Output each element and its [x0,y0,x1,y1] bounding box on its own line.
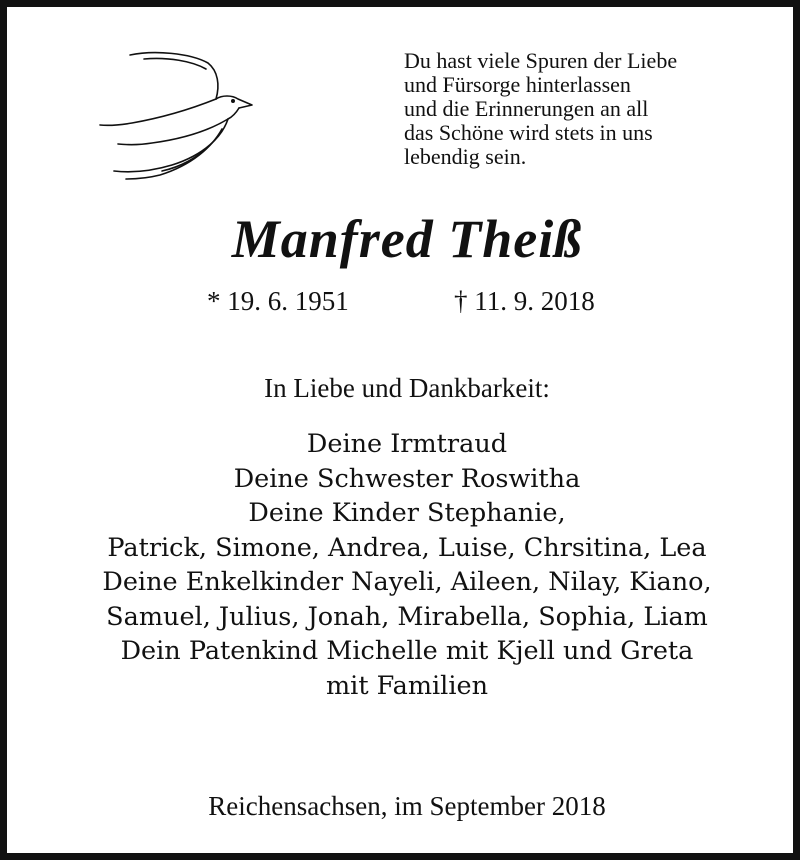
dove-icon [92,47,257,182]
mourner-line: Patrick, Simone, Andrea, Luise, Chrsitina, Lea [107,532,707,563]
deceased-name: Manfred Theiß [231,209,583,269]
place-and-date: Reichensachsen, im September 2018 [208,791,606,821]
mourner-line: Dein Patenkind Michelle mit Kjell und Greta [120,636,694,666]
birth-date: * 19. 6. 1951 [207,286,349,316]
mourners-list [7,427,800,703]
mourners-intro: In Liebe und Dankbarkeit: [264,373,550,403]
mourner-line: Deine Enkelkinder Nayeli, Aileen, Nilay, Kiano, [102,567,712,597]
mourner-line: Deine Schwester Roswitha [233,463,581,494]
poem-line: und Fürsorge hinterlassen [404,72,631,97]
poem-line: und die Erinnerungen an all [404,96,649,121]
poem-line: das Schöne wird stets in uns [404,120,653,145]
mourner-line: Deine Irmtraud [306,429,508,459]
poem-line: Du hast viele Spuren der Liebe [404,48,678,73]
poem-line: lebendig sein. [404,144,527,169]
mourner-line: Samuel, Julius, Jonah, Mirabella, Sophia, Liam [106,601,708,632]
mourner-line: Deine Kinder Stephanie, [248,498,566,528]
death-date: † 11. 9. 2018 [454,286,595,316]
mourner-line: mit Familien [325,670,488,701]
poem [404,49,784,169]
